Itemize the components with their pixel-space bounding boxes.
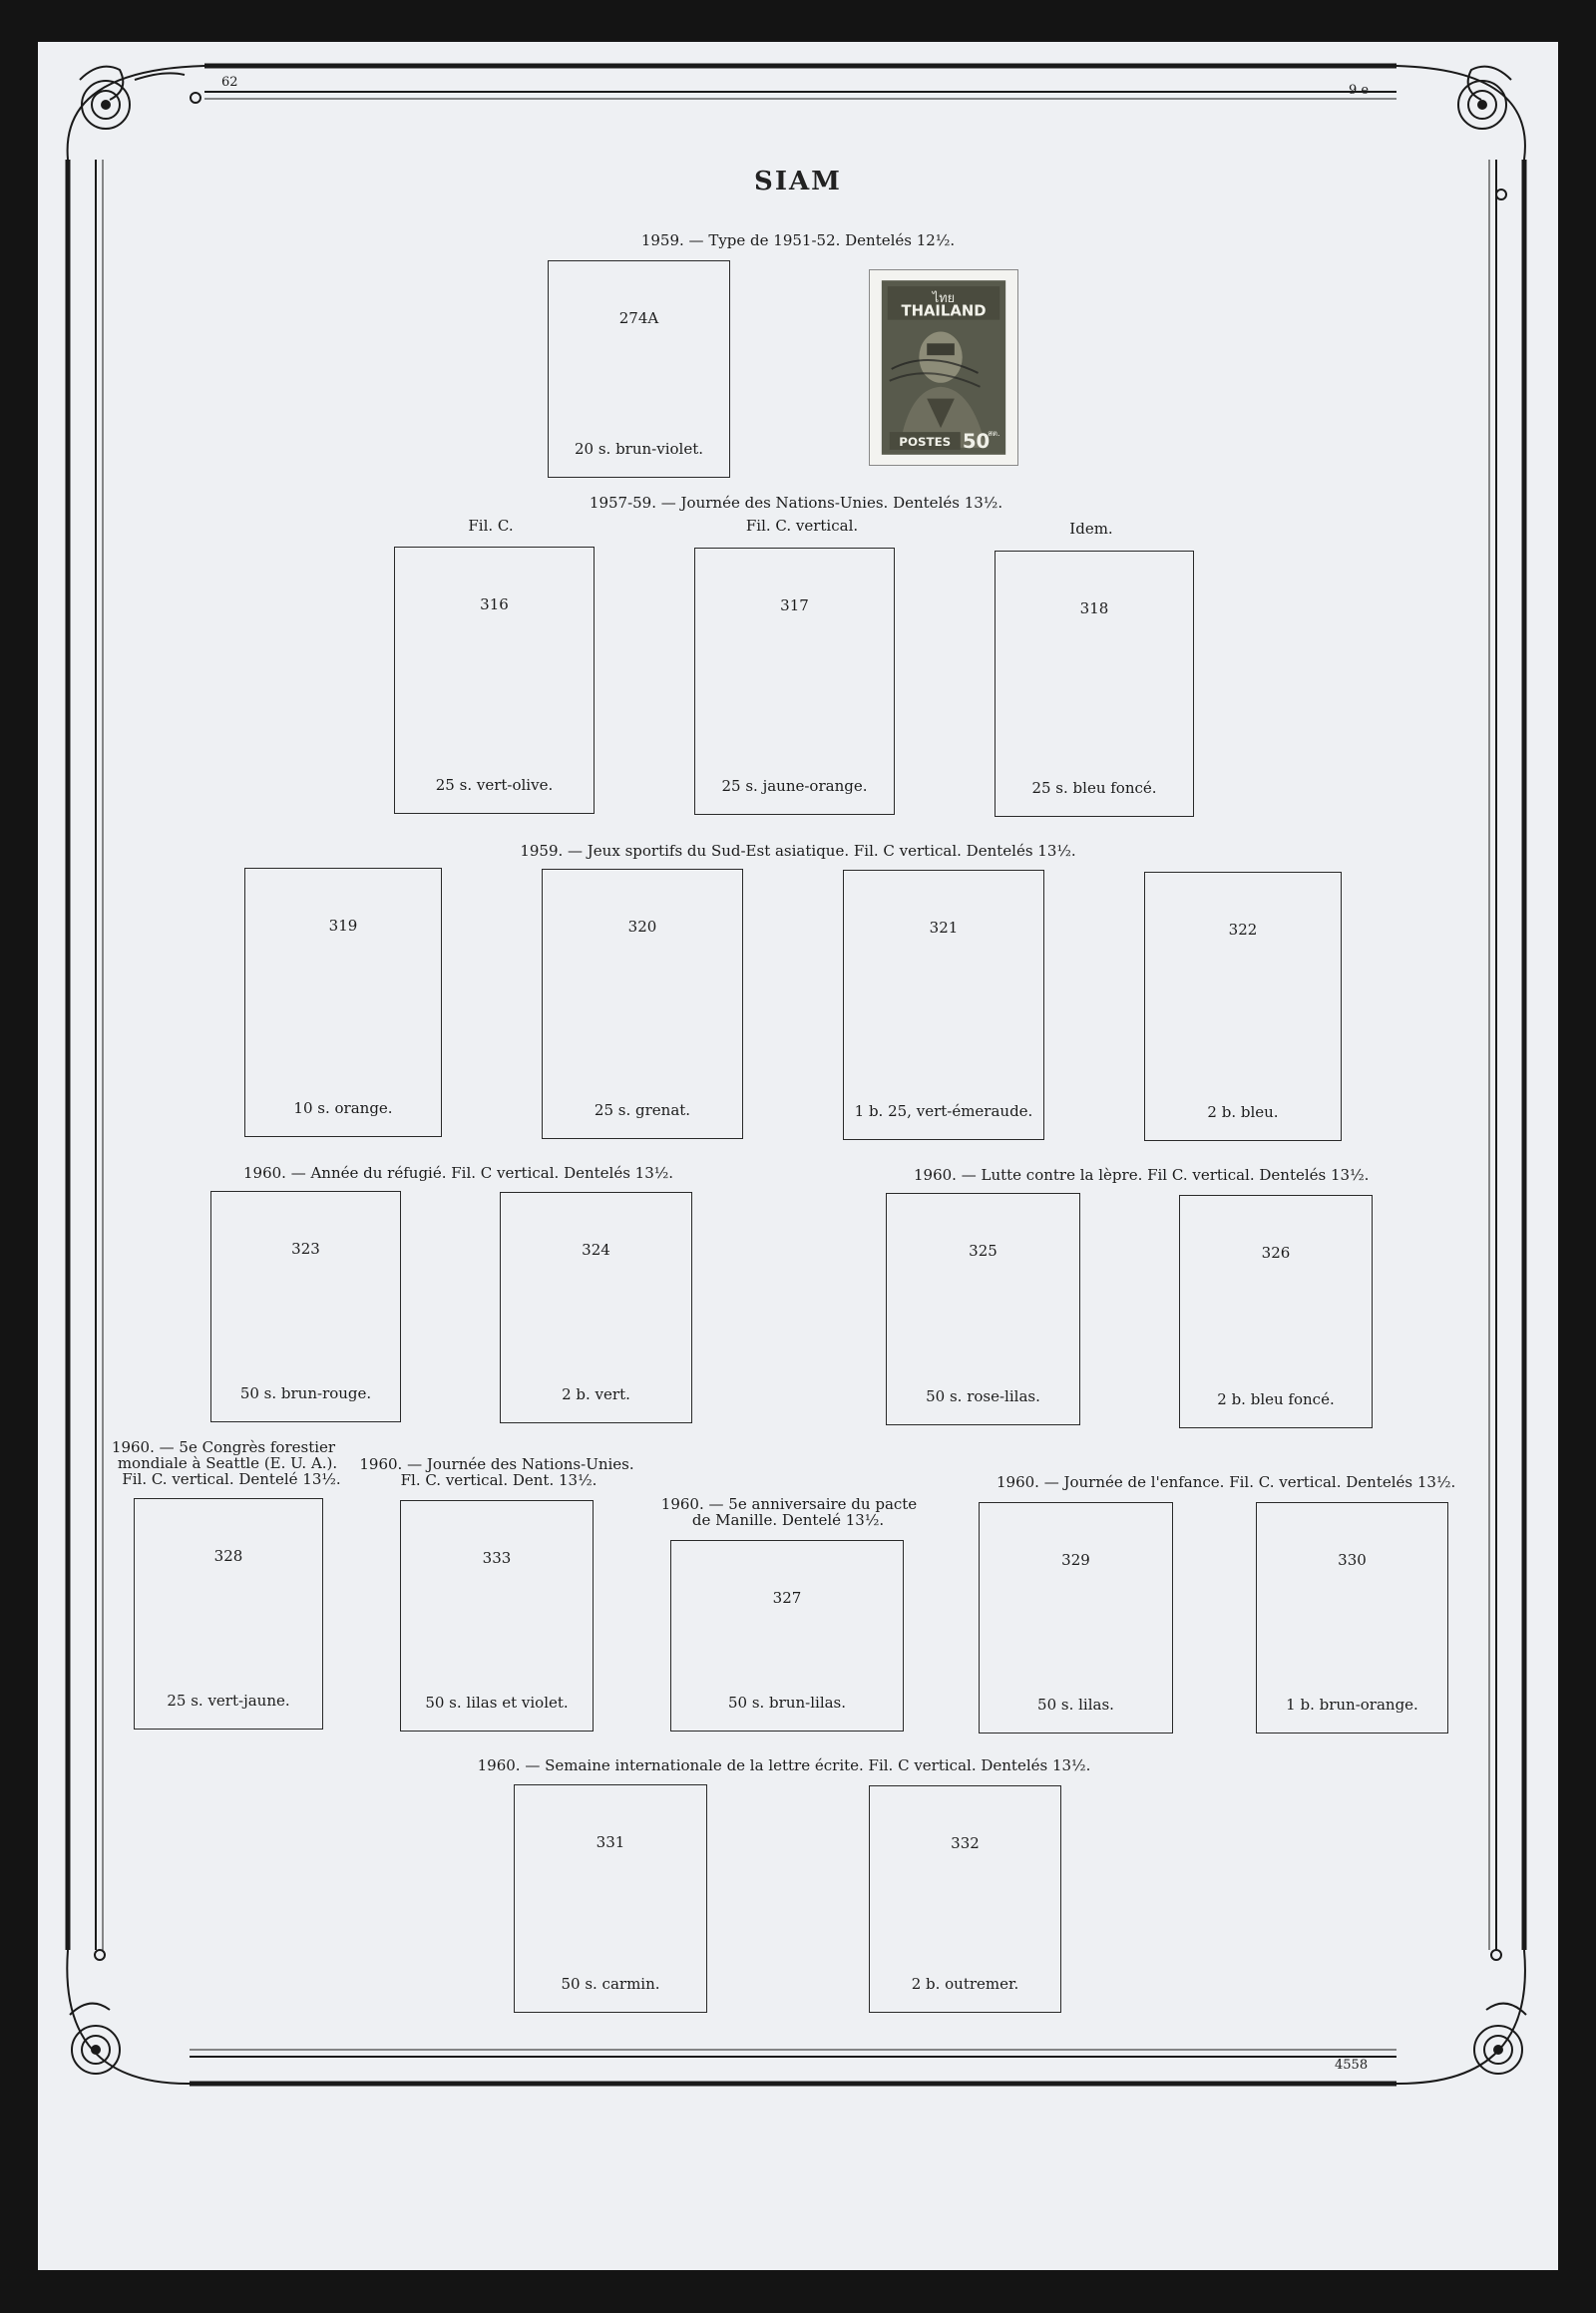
catalog-number: 329 (1061, 1551, 1090, 1569)
stamp-box (869, 1785, 1061, 2013)
catalog-number: 324 (582, 1241, 610, 1259)
stamp-box (670, 1540, 904, 1732)
stamp-value: 50 (962, 429, 991, 453)
stamp-description: 25 s. jaune-orange. (721, 777, 868, 795)
stamp-box (886, 1193, 1080, 1425)
section-caption: 1960. — 5e Congrès forestier (111, 1438, 336, 1456)
section-caption: 1960. — Journée de l'enfance. Fil. C. vertical. Dentelés 13½. (997, 1473, 1456, 1491)
album-page (38, 42, 1558, 2270)
stamp-box (1256, 1502, 1448, 1734)
catalog-number: 325 (969, 1242, 998, 1260)
catalog-number: 323 (291, 1240, 320, 1258)
catalog-number: 321 (929, 919, 959, 937)
stamp-box (500, 1192, 692, 1423)
stamp-box (694, 548, 895, 815)
catalog-number: 333 (482, 1549, 512, 1567)
stamp-description: 50 s. rose-lilas. (926, 1387, 1040, 1405)
page-title: SIAM (754, 167, 842, 196)
section-caption: 1957-59. — Journée des Nations-Unies. Dentelés 13½. (589, 494, 1003, 512)
stamp-description: 25 s. grenat. (594, 1101, 691, 1119)
section-caption: 1959. — Type de 1951-52. Dentelés 12½. (640, 231, 956, 249)
catalog-number: 327 (772, 1589, 802, 1607)
section-caption: 1959. — Jeux sportifs du Sud-Est asiatique. Fil. C vertical. Dentelés 13½. (520, 842, 1076, 860)
catalog-number: 319 (328, 917, 358, 935)
stamp-box (400, 1500, 594, 1732)
stamp-description: 1 b. 25, vert-émeraude. (854, 1102, 1033, 1120)
section-caption: 1960. — Journée des Nations-Unies. (359, 1455, 634, 1473)
stamp-unit: สต. (988, 429, 1000, 439)
catalog-number: 320 (627, 918, 657, 936)
stamp-description: 25 s. bleu foncé. (1031, 779, 1157, 797)
stamp-description: 50 s. brun-rouge. (239, 1384, 372, 1402)
stamp-box (843, 870, 1044, 1140)
catalog-number: 332 (951, 1834, 980, 1852)
catalog-number: 322 (1228, 921, 1258, 939)
stamp-description: 25 s. vert-olive. (435, 776, 554, 794)
stamp-description: 50 s. lilas. (1037, 1696, 1114, 1714)
catalog-number: 326 (1261, 1244, 1291, 1262)
stamp-description: 50 s. brun-lilas. (727, 1694, 847, 1712)
catalog-number: 331 (596, 1833, 625, 1851)
stamp-box (542, 869, 743, 1139)
section-caption: mondiale à Seattle (E. U. A.). (117, 1454, 338, 1472)
stamp-description: 1 b. brun-orange. (1286, 1696, 1418, 1714)
stamp-box (244, 868, 442, 1137)
catalog-number: 4558 (1335, 2058, 1369, 2073)
stamp-image (869, 269, 1018, 466)
stamp-box (995, 551, 1194, 817)
stamp-box (514, 1784, 707, 2013)
stamp-description: 25 s. vert-jaune. (167, 1692, 290, 1710)
stamp-box (548, 260, 730, 478)
section-caption: 1960. — Semaine internationale de la lettre écrite. Fil. C vertical. Dentelés 13½. (477, 1756, 1091, 1774)
stamp-description: 2 b. bleu foncé. (1217, 1390, 1335, 1408)
section-caption: de Manille. Dentelé 13½. (691, 1511, 885, 1529)
stamp-description: 50 s. carmin. (561, 1975, 660, 1993)
page-number-right: 9 e (1349, 83, 1370, 98)
stamp-box (1144, 872, 1342, 1141)
stamp-description: 50 s. lilas et violet. (425, 1694, 569, 1712)
catalog-number: 328 (213, 1547, 243, 1565)
stamp-description: 2 b. vert. (562, 1385, 630, 1403)
stamp-portrait-icon (870, 270, 1017, 465)
sub-caption: Fil. C. (468, 517, 514, 535)
catalog-number: 318 (1079, 599, 1109, 617)
stamp-description: 20 s. brun-violet. (574, 440, 704, 458)
stamp-box (134, 1498, 323, 1730)
section-caption: Fl. C. vertical. Dent. 13½. (400, 1471, 598, 1489)
section-caption: 1960. — Année du réfugié. Fil. C vertical. Dentelés 13½. (243, 1164, 674, 1182)
catalog-number: 274A (618, 309, 659, 327)
stamp-script: ไทย (932, 290, 956, 306)
stamp-postes: POSTES (899, 434, 952, 449)
section-caption: Fil. C. vertical. Dentelé 13½. (122, 1470, 341, 1488)
page-number-left: 62 (221, 75, 238, 90)
sub-caption: Fil. C. vertical. (745, 517, 859, 535)
stamp-box (210, 1191, 401, 1422)
stamp-box (394, 547, 595, 814)
section-caption: 1960. — Lutte contre la lèpre. Fil C. vertical. Dentelés 13½. (914, 1166, 1370, 1184)
catalog-number: 316 (480, 595, 509, 613)
stamp-description: 2 b. outremer. (911, 1975, 1019, 1993)
catalog-number: 330 (1338, 1551, 1367, 1569)
stamp-description: 2 b. bleu. (1207, 1103, 1279, 1121)
catalog-number: 317 (780, 596, 809, 614)
stamp-country: THAILAND (901, 302, 987, 320)
sub-caption: Idem. (1069, 520, 1113, 538)
stamp-box (1179, 1195, 1373, 1428)
stamp-box (979, 1502, 1173, 1734)
stamp-description: 10 s. orange. (293, 1099, 393, 1117)
section-caption: 1960. — 5e anniversaire du pacte (660, 1495, 918, 1513)
